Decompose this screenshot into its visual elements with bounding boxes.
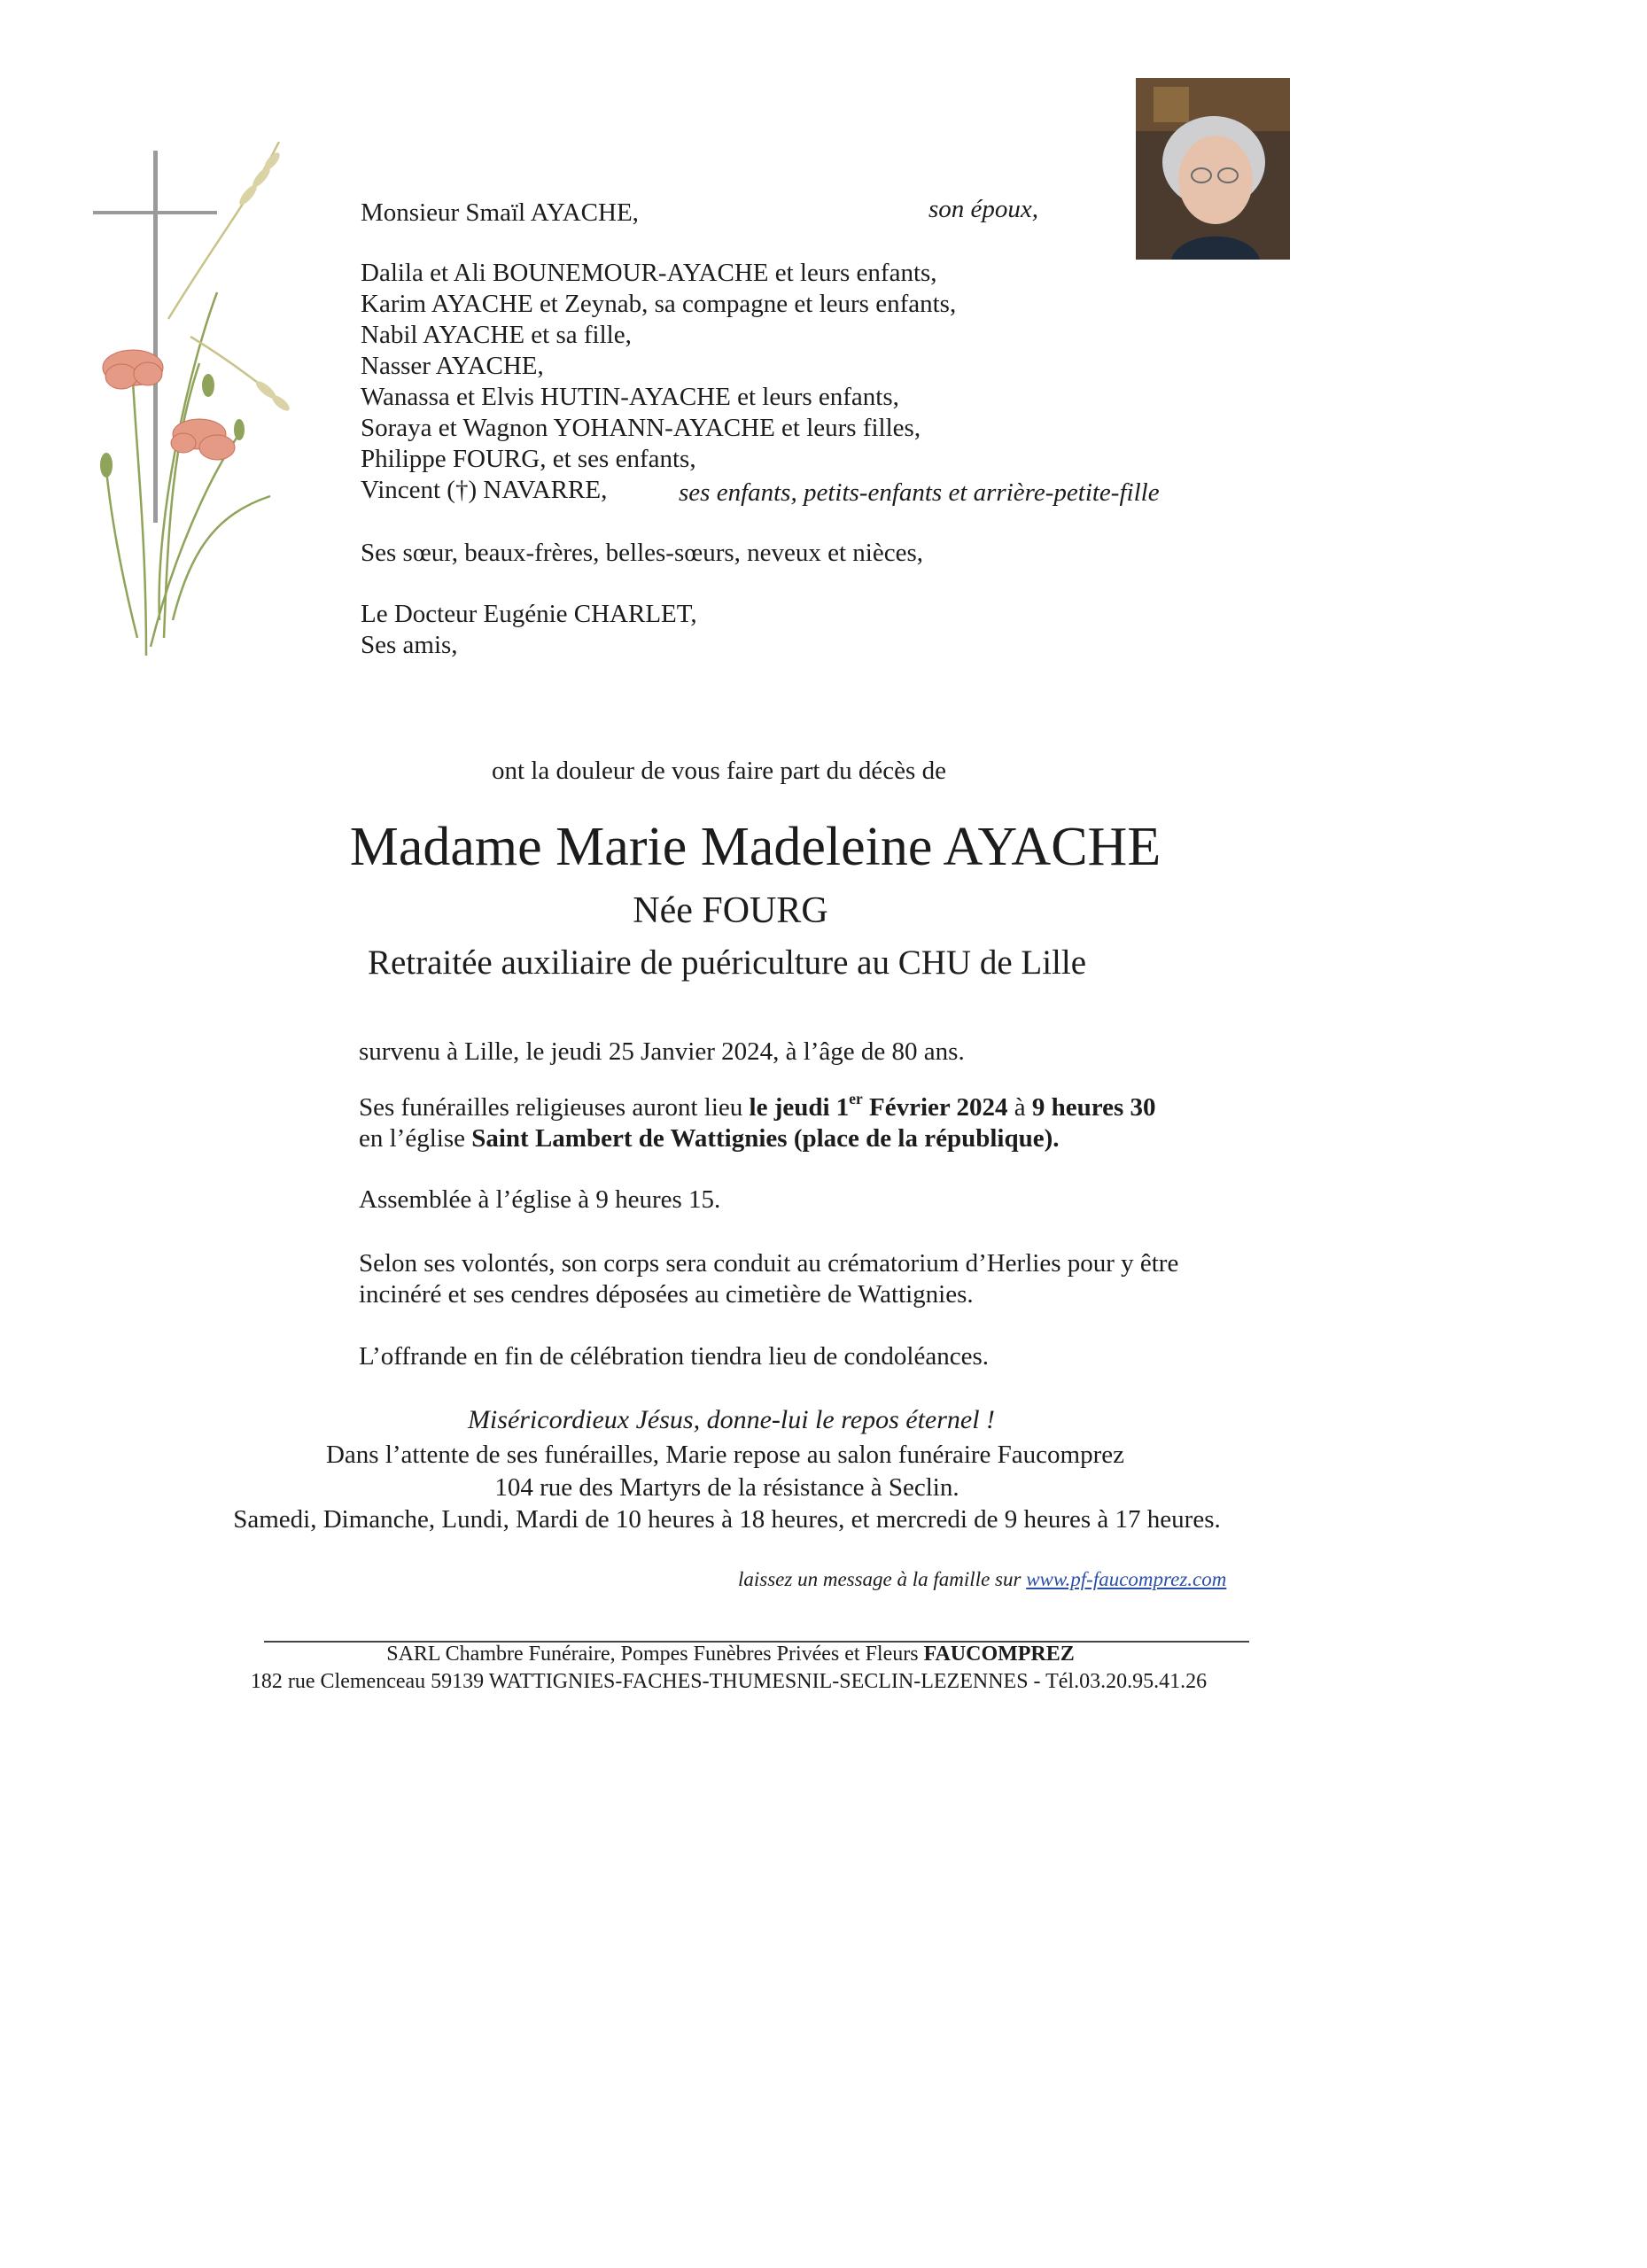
salon-hours [0,1504,1647,1534]
cremation-line-2: incinéré et ses cendres déposées au cimetière de Wattignies. [359,1280,974,1309]
salon-text-1: Dans l’attente de ses funérailles, Marie repose au salon funéraire Faucomprez [325,1441,1125,1469]
salon-text-2: 104 rue des Martyrs de la résistance à Seclin. [494,1473,959,1502]
occupation [0,943,1647,983]
maiden-name [0,889,1647,932]
cremation-line-1: Selon ses volontés, son corps sera conduit au crématorium d’Herlies pour y être [359,1249,1179,1278]
offering-line: L’offrande en fin de célébration tiendra lieu de condoléances. [359,1342,989,1371]
funeral-time: 9 heures 30 [1031,1093,1156,1122]
child-line: Wanassa et Elvis HUTIN-AYACHE et leurs enfants, [361,383,899,411]
funeral-prefix: Ses funérailles religieuses auront lieu [359,1093,750,1122]
prayer [0,1405,1647,1435]
spouse-name: Monsieur Smaïl AYACHE, [361,198,639,227]
announcement-intro: ont la douleur de vous faire part du décès de [492,757,946,785]
message-line [738,1565,1226,1595]
footer-address-text: 182 rue Clemenceau 59139 WATTIGNIES-FACHES-THUMESNIL-SECLIN-LEZENNES - Tél.03.20.95.41.26 [250,1670,1208,1693]
child-line: Soraya et Wagnon YOHANN-AYACHE et leurs filles, [361,414,921,442]
funeral-date: Février 2024 [862,1093,1008,1122]
salon-hours-text: Samedi, Dimanche, Lundi, Mardi de 10 heures à 18 heures, et mercredi de 9 heures à 17 heures. [233,1505,1221,1534]
prayer-text: Miséricordieux Jésus, donne-lui le repos éternel ! [467,1405,996,1434]
salon-line-1 [0,1440,1647,1470]
deceased-name [0,815,1647,879]
church-prefix: en l’église [359,1124,472,1153]
assembly-line: Assemblée à l’église à 9 heures 15. [359,1185,721,1214]
funeral-at: à [1007,1093,1032,1122]
funeral-day: le jeudi 1 [749,1093,850,1122]
child-line: Philippe FOURG, et ses enfants, [361,445,696,473]
company-description: SARL Chambre Funéraire, Pompes Funèbres Privées et Fleurs [386,1643,924,1666]
funeral-line [359,1089,1156,1122]
child-line: Karim AYACHE et Zeynab, sa compagne et leurs enfants, [361,290,957,318]
friends-line: Ses amis, [361,631,458,659]
child-line: Nabil AYACHE et sa fille, [361,321,632,349]
child-line: Vincent (†) NAVARRE, [361,476,608,504]
message-text: laissez un message à la famille sur [738,1568,1027,1590]
salon-line-2 [0,1472,1647,1503]
cross-poppy-illustration [84,142,297,664]
child-line: Nasser AYACHE, [361,352,544,380]
maiden-name-text: Née FOURG [633,890,828,931]
death-line: survenu à Lille, le jeudi 25 Janvier 2024, à l’âge de 80 ans. [359,1037,965,1066]
spouse-role: son époux, [928,195,1039,223]
deceased-photo [1136,78,1290,260]
deceased-name-text: Madame Marie Madeleine AYACHE [349,817,1161,877]
doctor-line: Le Docteur Eugénie CHARLET, [361,600,697,628]
footer-address [0,1668,1647,1695]
website-link[interactable]: www.pf-faucomprez.com [1026,1568,1227,1590]
funeral-day-suffix: er [849,1089,863,1107]
church-name: Saint Lambert de Wattignies (place de la république). [471,1124,1060,1153]
siblings-line: Ses sœur, beaux-frères, belles-sœurs, neveux et nièces, [361,539,924,567]
child-line: Dalila et Ali BOUNEMOUR-AYACHE et leurs enfants, [361,259,937,287]
children-role: ses enfants, petits-enfants et arrière-petite-fille [679,478,1160,507]
company-name: FAUCOMPREZ [923,1643,1075,1666]
occupation-text: Retraitée auxiliaire de puériculture au CHU de Lille [367,944,1087,982]
church-line [359,1123,1060,1153]
footer-company-text [386,1643,1075,1666]
footer-company [0,1641,1647,1667]
